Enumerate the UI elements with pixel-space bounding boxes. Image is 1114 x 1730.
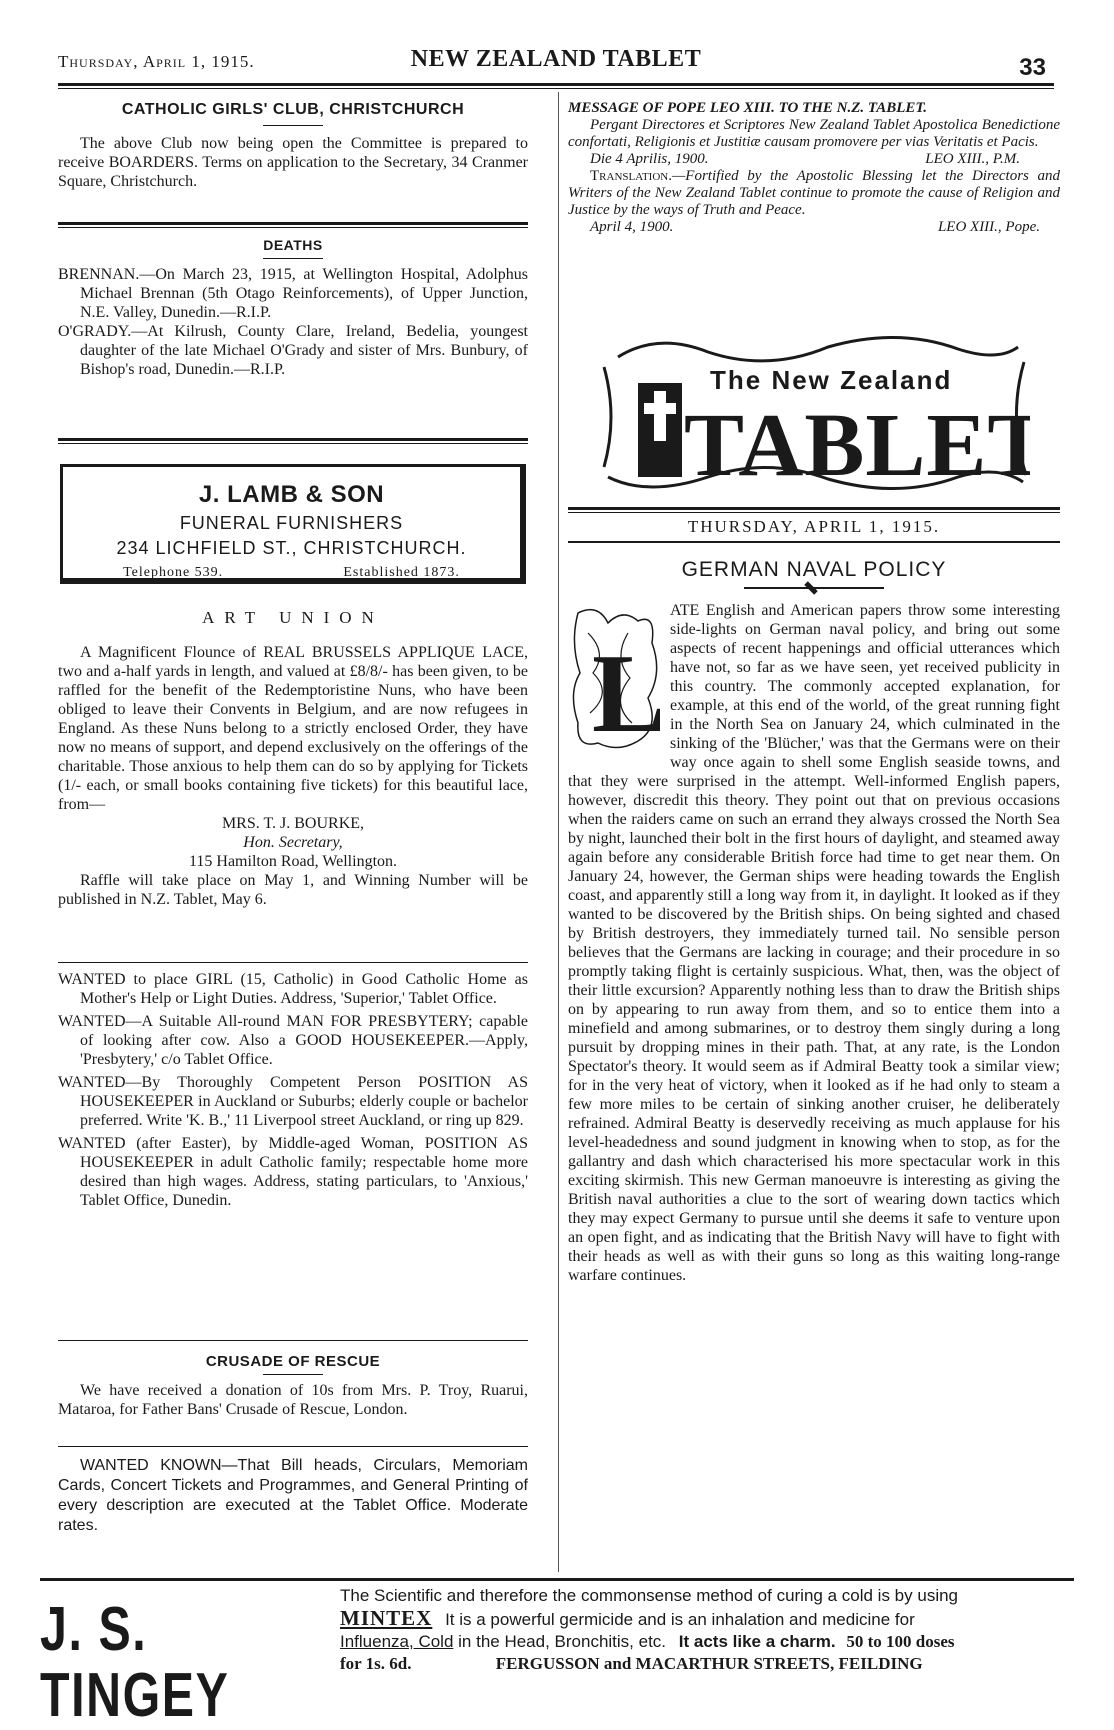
pope-trans-date: April 4, 1900. <box>590 219 674 235</box>
tingey-line2: It is a powerful germicide and is an inhalation and medicine for <box>445 1610 915 1629</box>
death-entry: O'GRADY.—At Kilrush, County Clare, Ireland, Bedelia, youngest daughter of the late Michael O'Grady and sister of Mrs. Bunbury, of Bishop's road, Dunedin.—R.I.P. <box>58 323 528 378</box>
masthead-logo-graphic <box>598 327 1030 499</box>
short-rule <box>263 125 323 126</box>
tablet-masthead-logo <box>598 327 1030 499</box>
tingey-ad-text <box>340 1585 1080 1675</box>
pope-latin-sign: LEO XIII., P.M. <box>925 151 1020 167</box>
tingey-mintex-ad <box>40 1578 1074 1730</box>
date-rule-bottom <box>568 541 1060 543</box>
section-rule <box>58 962 528 963</box>
header-date: Thursday, April 1, 1915. <box>58 52 255 71</box>
section-rule <box>58 1446 528 1447</box>
wanted-ads <box>58 970 528 1210</box>
lamb-trade: FUNERAL FURNISHERS <box>179 513 404 533</box>
lamb-telephone: Telephone 539. <box>123 565 224 580</box>
pope-trans-sign: LEO XIII., Pope. <box>937 219 1040 235</box>
short-rule <box>263 258 323 259</box>
tingey-line3c: It acts like a charm. <box>678 1632 836 1651</box>
pope-latin: Pergant Directores et Scriptores New Zealand Tablet Apostolica Benedictione confortati, Religionis et Justitiæ causam promovere per vias Veritatis et Pacis. <box>568 117 1060 150</box>
pope-message <box>568 100 1060 236</box>
header-rule <box>58 83 1054 89</box>
art-union-sig-address: 115 Hamilton Road, Wellington. <box>188 853 398 870</box>
editorial-body: ATE English and American papers throw some interesting side-lights on German naval policy, and bring out some aspects of recent happenings and official utterances which have not, so far as we have seen, yet received publicity in this country. The commonly accepted explanation, for example, at this end of the world, of the great running fight in the North Sea on January 24, which culminated in the sinking of the 'Blücher,' was that the Germans were on their way once again to shell some English seaside towns, and that they were surprised in the attempt. Well-informed English papers, however, discredit this theory. They point out that on previous occasions when the raiders came on such an errand they always crossed the North Sea by night, launched their bolt in the first hours of daylight, and steamed away again before any considerable British force had time to get near them. On January 24, however, the German ships were heading towards the English coast, and apparently still a long way from it, in daylight. It looked as if they wanted to be discovered by the British ships. On being sighted and chased by British destroyers, they immediately turned tail. No sensible person believes that the Germans are lacking in courage; and their procedure in so promptly taking flight is certainly suspicious. What, then, was the object of their little excursion? Apparently nothing less than to draw the British ships on by appearing to run away from them, and so to entice them into a minefield and among submarines, or to destroy them singly during a long pursuit by dropping mines in their path. That, at any rate, is the London Spectator's theory. It would seem as if Admiral Beatty took a similar view; for in the very heat of victory, when it looked as if he had only to steam a few more miles to be certain of sinking another cruiser, he deliberately refrained. Admiral Beatty is deservedly receiving as much applause for his level-headedness and sound judgment in knowing when to stop, as for the gallantry and dash which characterised his more spectacular work in this exciting skirmish. This new German manoeuvre is interesting as giving the British naval authorities a clue to the sort of wearing down tactics which they may expect Germany to pursue until she deems it safe to venture upon an open fight, and as indicating that the British Navy will have to fight with their heads as well as with their guns so long as this waiting long-range warfare continues. <box>568 602 1060 1284</box>
section-rule <box>58 438 528 444</box>
lamb-name: J. LAMB & SON <box>198 481 385 508</box>
drop-cap-ornament <box>568 603 660 753</box>
masthead-line1: The New Zealand <box>710 365 953 395</box>
tingey-line3b: in the Head, Bronchitis, etc. <box>458 1632 667 1651</box>
editorial-article <box>568 560 1060 1285</box>
masthead-line2: TABLET <box>684 396 1030 495</box>
heading-ornament-rule <box>744 587 884 589</box>
wanted-known-text: WANTED KNOWN—That Bill heads, Circulars, Memoriam Cards, Concert Tickets and Programmes, and General Printing of every description are executed at the Tablet Office. Moderate rates. <box>58 1457 528 1534</box>
tingey-price: for 1s. 6d. <box>340 1654 412 1673</box>
tingey-line3d: 50 to 100 doses <box>846 1632 955 1651</box>
art-union-body: A Magnificent Flounce of REAL BRUSSELS APPLIQUE LACE, two and a-half yards in length, and valued at £8/8/- has been given, to be raffled for the benefit of the Redemptoristine Nuns, who have been obliged to leave their Convents in Belgium, and are now refugees in England. As these Nuns belong to a strictly enclosed Order, they have now no means of support, and depend exclusively on the offerings of the charitable. Those anxious to help them can do so by applying for Tickets (1/- each, or small books containing five tickets) for this beautiful lace, from— <box>58 644 528 813</box>
crusade-section <box>58 1352 528 1419</box>
deaths-section <box>58 236 528 379</box>
tingey-address: FERGUSSON and MACARTHUR STREETS, FEILDING <box>495 1654 923 1673</box>
pope-message-heading: MESSAGE OF POPE LEO XIII. TO THE N.Z. TABLET. <box>568 100 927 116</box>
page-header <box>58 46 1054 80</box>
art-union-footer: Raffle will take place on May 1, and Winning Number will be published in N.Z. Tablet, May 6. <box>58 872 528 908</box>
girls-club-body: The above Club now being open the Committee is prepared to receive BOARDERS. Terms on application to the Secretary, 34 Cranmer Square, Christchurch. <box>58 135 528 190</box>
lamb-address: 234 LICHFIELD ST., CHRISTCHURCH. <box>116 538 467 558</box>
section-rule <box>58 1340 528 1341</box>
tingey-line3a: Influenza, Cold <box>340 1632 454 1651</box>
column-divider <box>558 92 559 1572</box>
mintex-brand: MINTEX <box>340 1606 433 1630</box>
wanted-ad: WANTED (after Easter), by Middle-aged Woman, POSITION AS HOUSEKEEPER in adult Catholic family; respectable home more desired than high wages. Address, stating particulars, to 'Anxious,' Tablet Office, Dunedin. <box>58 1135 528 1209</box>
crusade-heading: CRUSADE OF RESCUE <box>205 1353 381 1370</box>
art-union-signatory: MRS. T. J. BOURKE, <box>221 815 365 832</box>
girls-club-heading: CATHOLIC GIRLS' CLUB, CHRISTCHURCH <box>121 101 465 118</box>
editorial-heading: GERMAN NAVAL POLICY <box>681 558 947 581</box>
pope-translation: —Fortified by the Apostolic Blessing let the Directors and Writers of the New Zealand Tablet continue to promote the cause of Religion and Justice by the ways of Truth and Peace. <box>568 168 1060 218</box>
art-union-heading: ART UNION <box>202 608 384 627</box>
tingey-line1: The Scientific and therefore the commonsense method of curing a cold is by using <box>340 1586 959 1605</box>
lamb-established: Established 1873. <box>343 565 460 580</box>
page-number: 33 <box>1019 54 1046 81</box>
wanted-ad: WANTED to place GIRL (15, Catholic) in Good Catholic Home as Mother's Help or Light Duties. Address, 'Superior,' Tablet Office. <box>58 971 528 1007</box>
pope-latin-date: Die 4 Aprilis, 1900. <box>590 151 709 167</box>
header-title: NEW ZEALAND TABLET <box>410 46 702 72</box>
deaths-heading: DEATHS <box>263 237 323 253</box>
art-union-sig-title: Hon. Secretary, <box>243 834 343 851</box>
section-rule <box>58 222 528 228</box>
art-union-section <box>58 608 528 909</box>
girls-club-notice <box>58 100 528 191</box>
issue-date-block <box>568 507 1060 543</box>
death-entry: BRENNAN.—On March 23, 1915, at Wellington Hospital, Adolphus Michael Brennan (5th Otago Reinforcements), of Upper Junction, N.E. Valley, Dunedin.—R.I.P. <box>58 266 528 321</box>
tingey-name: J. S. TINGEY <box>40 1595 230 1730</box>
drop-cap-letter: L <box>592 632 660 753</box>
issue-date: THURSDAY, APRIL 1, 1915. <box>687 517 941 536</box>
translation-label: Translation. <box>590 168 672 184</box>
lamb-funeral-ad <box>60 464 526 584</box>
short-rule <box>263 1374 323 1375</box>
wanted-ad: WANTED—By Thoroughly Competent Person POSITION AS HOUSEKEEPER in Auckland or Suburbs; elderly couple or bachelor preferred. Write 'K. B.,' 11 Liverpool street Auckland, or ring up 829. <box>58 1074 528 1129</box>
wanted-ad: WANTED—A Suitable All-round MAN FOR PRESBYTERY; capable of looking after cow. Also a GOOD HOUSEKEEPER.—Apply, 'Presbytery,' c/o Tablet Office. <box>58 1013 528 1068</box>
wanted-known <box>58 1456 528 1536</box>
crusade-body: We have received a donation of 10s from Mrs. P. Troy, Ruarui, Mataroa, for Father Bans' Crusade of Rescue, London. <box>58 1382 528 1418</box>
